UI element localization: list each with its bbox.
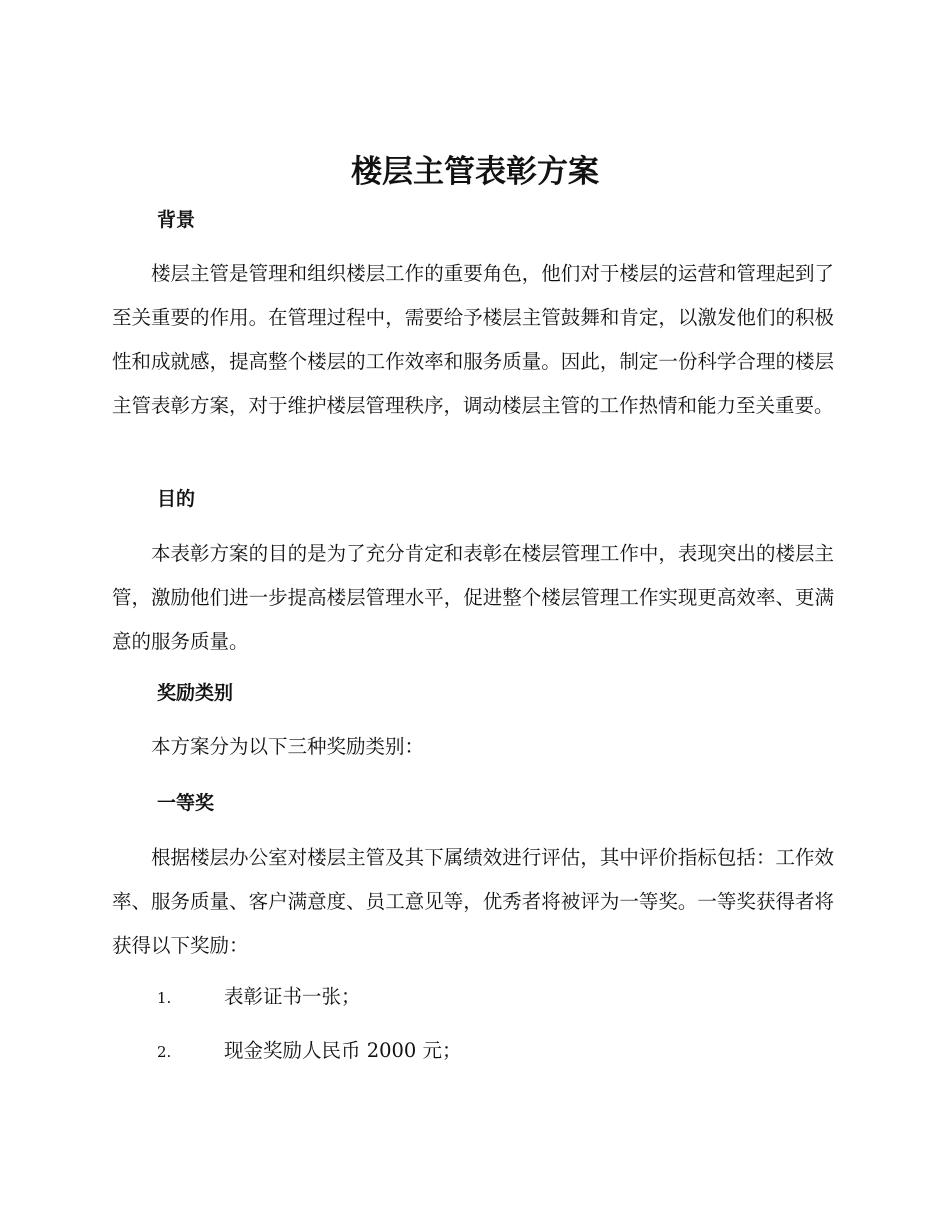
document-title: 楼层主管表彰方案 — [351, 154, 599, 190]
list-item — [157, 1037, 462, 1066]
section-heading-background: 背景 — [157, 209, 196, 231]
section-paragraph-background: 楼层主管是管理和组织楼层工作的重要角色，他们对于楼层的运营和管理起到了至关重要的作用。在管理过程中，需要给予楼层主管鼓舞和肯定，以激发他们的积极性和成就感，提高整个楼层的工作效率和服务质量。因此，制定一份科学合理的楼层主管表彰方案，对于维护楼层管理秩序，调动楼层主管的工作热情和能力至关重要。 — [112, 262, 834, 417]
list-item-text: 现金奖励人民币 2000 元； — [224, 1039, 462, 1062]
section-heading-award-categories: 奖励类别 — [157, 682, 234, 704]
list-item — [157, 983, 361, 1012]
section-paragraph-purpose: 本表彰方案的目的是为了充分肯定和表彰在楼层管理工作中，表现突出的楼层主管，激励他们进一步提高楼层管理水平，促进整个楼层管理工作实现更高效率、更满意的服务质量。 — [112, 542, 834, 653]
section-heading-purpose: 目的 — [157, 488, 196, 510]
list-item-text: 表彰证书一张； — [224, 985, 361, 1008]
list-item-number: 1. — [157, 989, 172, 1007]
section-paragraph-first-prize: 根据楼层办公室对楼层主管及其下属绩效进行评估，其中评价指标包括：工作效率、服务质量、客户满意度、员工意见等，优秀者将被评为一等奖。一等奖获得者将获得以下奖励： — [112, 846, 834, 957]
section-paragraph-award-categories: 本方案分为以下三种奖励类别： — [151, 735, 425, 758]
section-heading-first-prize: 一等奖 — [157, 792, 215, 814]
list-item-number: 2. — [157, 1043, 172, 1061]
